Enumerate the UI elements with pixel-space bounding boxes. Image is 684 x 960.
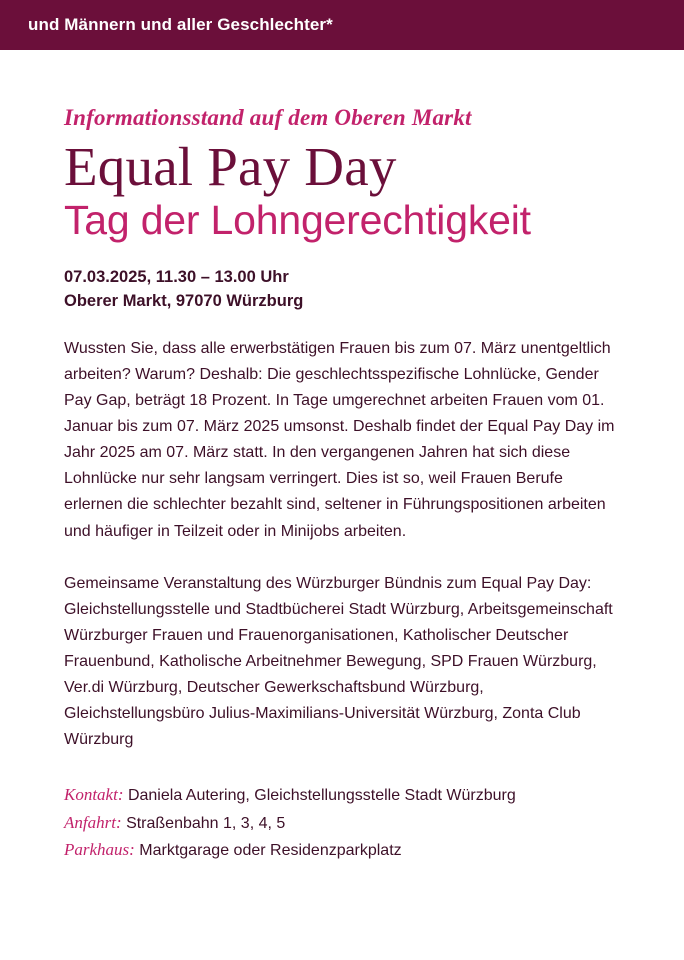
event-details — [64, 266, 622, 314]
poster-content — [0, 50, 684, 864]
contact-row-anfahrt — [64, 809, 622, 837]
header-banner — [0, 0, 684, 50]
body-paragraph-1: Wussten Sie, dass alle erwerbstätigen Frauen bis zum 07. März unentgeltlich arbeiten? Warum? Deshalb: Die geschlechtsspezifische Lohnlücke, Gender Pay Gap, beträgt 18 Prozent. In Tage umgerechnet arbeiten Frauen vom 01. Januar bis zum 07. März 2025 umsonst. Deshalb findet der Equal Pay Day im Jahr 2025 am 07. März statt. In den vergangenen Jahren hat sich diese Lohnlücke nur sehr langsam verringert. Dies ist so, weil Frauen Berufe erlernen die schlechter bezahlt sind, seltener in Führungspositionen arbeiten und häufiger in Teilzeit oder in Minijobs arbeiten. — [64, 339, 615, 540]
contact-label-parkhaus: Parkhaus: — [64, 840, 135, 860]
header-banner-text: und Männern und aller Geschlechter* — [28, 15, 333, 34]
event-datetime: 07.03.2025, 11.30 – 13.00 Uhr — [64, 268, 289, 287]
contact-info — [64, 781, 622, 864]
event-location: Oberer Markt, 97070 Würzburg — [64, 292, 304, 311]
contact-value-kontakt: Daniela Autering, Gleichstellungsstelle Stadt Würzburg — [127, 787, 516, 805]
page-subtitle: Tag der Lohngerechtigkeit — [64, 197, 531, 244]
body-paragraph-2: Gemeinsame Veranstaltung des Würzburger Bündnis zum Equal Pay Day: Gleichstellungsstelle und Stadtbücherei Stadt Würzburg, Arbeitsgemeinschaft Würzburger Frauen und Frauenorganisationen, Katholischer Deutscher Frauenbund, Katholische Arbeitnehmer Bewegung, SPD Frauen Würzburg, Ver.di Würzburg, Deutscher Gewerkschaftsbund Würzburg, Gleichstellungsbüro Julius-Maximilians-Universität Würzburg, Zonta Club Würzburg — [64, 574, 613, 749]
page-title: Equal Pay Day — [64, 136, 397, 197]
contact-row-parkhaus — [64, 836, 622, 864]
contact-label-kontakt: Kontakt: — [64, 785, 124, 805]
contact-label-anfahrt: Anfahrt: — [64, 812, 122, 832]
contact-value-anfahrt: Straßenbahn 1, 3, 4, 5 — [126, 814, 286, 832]
event-kicker: Informationsstand auf dem Oberen Markt — [64, 105, 472, 130]
contact-row-kontakt — [64, 781, 622, 809]
contact-value-parkhaus: Marktgarage oder Residenzparkplatz — [139, 842, 402, 860]
